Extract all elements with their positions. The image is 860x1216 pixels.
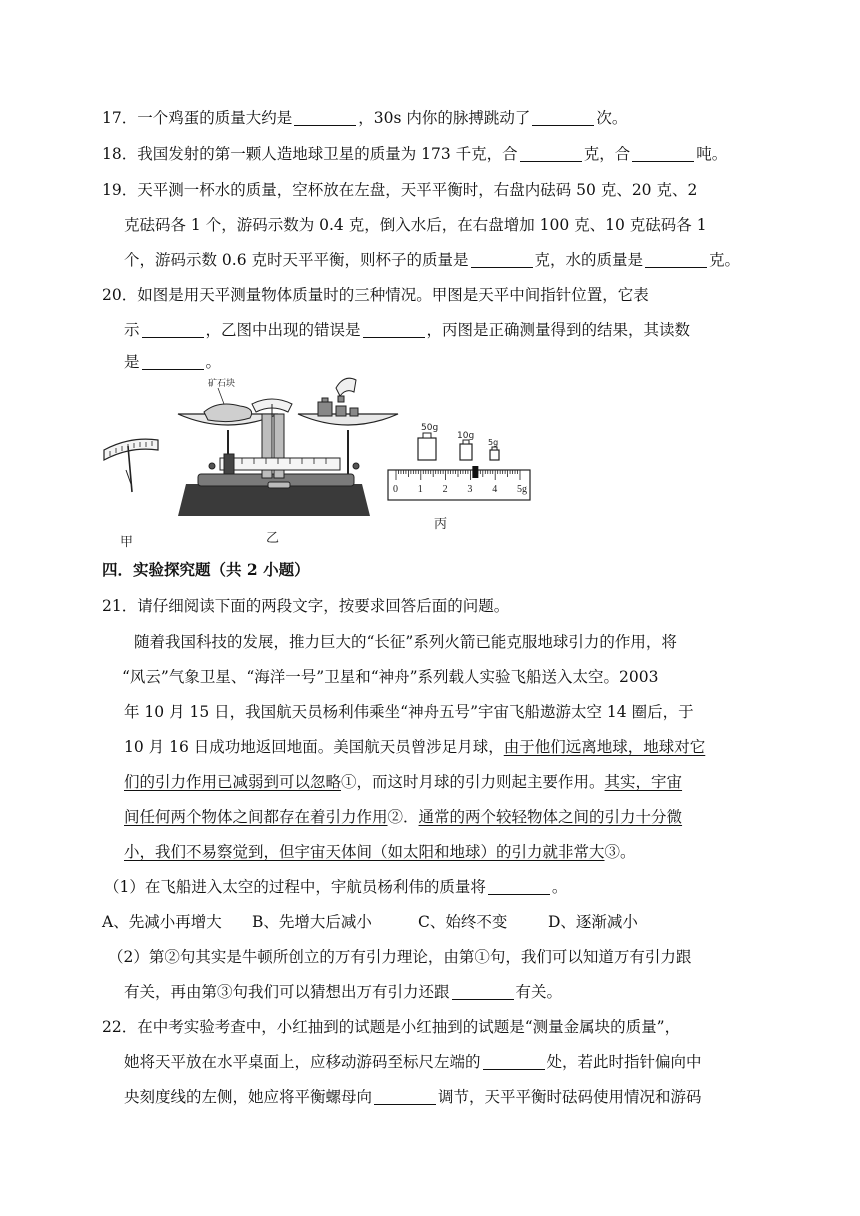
sentence-marker-2: ② — [387, 808, 404, 826]
question-22-line-3 — [124, 1087, 702, 1107]
passage-line-6 — [124, 807, 682, 827]
answer-blank[interactable] — [645, 251, 707, 268]
question-number: 19． — [102, 181, 138, 199]
passage-text: “风云”气象卫星、“海洋一号”卫星和“神舟”系列载人实验飞船送入太空。2003 — [122, 668, 659, 686]
question-text: 央刻度线的左侧，她应将平衡螺母向 — [124, 1088, 373, 1106]
question-17 — [102, 108, 627, 128]
passage-line-3 — [124, 702, 694, 722]
sub-question-1 — [104, 877, 567, 897]
passage-text: ． — [403, 808, 419, 826]
question-text: 克，水的质量是 — [534, 251, 644, 269]
question-22-line-1 — [102, 1017, 680, 1037]
weight-label-5g: 5g — [488, 438, 499, 447]
question-20-line-3 — [124, 352, 221, 372]
answer-blank[interactable] — [520, 145, 582, 162]
question-text: 个，游码示数 0.6 克时天平平衡，则杯子的质量是 — [124, 251, 469, 269]
balance-illustration — [100, 374, 538, 550]
question-text: ，丙图是正确测量得到的结果，其读数 — [426, 321, 691, 339]
underlined-text: 由于他们远离地球，地球对它 — [503, 738, 706, 756]
question-text: 克砝码各 1 个，游码示数为 0.4 克，倒入水后，在右盘增加 100 克、10 克砝码各 1 — [124, 216, 707, 234]
answer-blank[interactable] — [363, 321, 425, 338]
answer-blank[interactable] — [532, 109, 594, 126]
question-text: （2）第②句其实是牛顿所创立的万有引力理论，由第①句，我们可以知道万有引力跟 — [108, 948, 692, 966]
rider — [472, 466, 478, 478]
question-text: 吨。 — [696, 145, 728, 163]
balance-figure — [100, 374, 538, 550]
answer-blank[interactable] — [142, 353, 204, 370]
question-text: 她将天平放在水平桌面上，应移动游码至标尺左端的 — [124, 1053, 481, 1071]
weight-label-10g: 10g — [457, 431, 475, 441]
answer-blank[interactable] — [294, 109, 356, 126]
question-text: 是 — [124, 353, 140, 371]
question-number: 17． — [102, 109, 138, 127]
option-c[interactable]: C、始终不变 — [418, 913, 508, 931]
underlined-text: 们的引力作用已减弱到可以忽略 — [124, 773, 342, 791]
question-text: 。 — [551, 878, 568, 896]
question-text: 请仔细阅读下面的两段文字，按要求回答后面的问题。 — [137, 597, 510, 615]
answer-blank[interactable] — [632, 145, 694, 162]
question-19-line-2 — [124, 215, 707, 235]
question-number: 18． — [102, 145, 138, 163]
underlined-text: 其实，宇宙 — [604, 773, 683, 791]
question-text: ，30s 内你的脉搏跳动了 — [358, 109, 531, 127]
options-row — [102, 912, 638, 932]
question-text: 在中考实验考查中，小红抽到的试题是小红抽到的试题是“测量金属块的质量”， — [137, 1018, 681, 1036]
question-text: 处，若此时指针偏向中 — [546, 1053, 702, 1071]
sub-question-2-line-1 — [108, 947, 691, 967]
question-text: 示 — [124, 321, 140, 339]
question-text: （1）在飞船进入太空的过程中，宇航员杨利伟的质量将 — [104, 878, 486, 896]
answer-blank[interactable] — [483, 1053, 545, 1070]
underlined-text: 小，我们不易察觉到，但宇宙天体间（如太阳和地球）的引力就非常大 — [124, 843, 605, 861]
question-number: 21． — [102, 597, 138, 615]
weight-label-50g: 50g — [421, 423, 439, 433]
question-text: 有关，再由第③句我们可以猜想出万有引力还跟 — [124, 983, 450, 1001]
answer-blank[interactable] — [142, 321, 204, 338]
passage-line-7 — [124, 842, 636, 862]
question-text: 如图是用天平测量物体质量时的三种情况。甲图是天平中间指针位置，它表 — [137, 286, 649, 304]
label-jia: 甲 — [120, 534, 134, 549]
sentence-marker-3: ③ — [604, 843, 621, 861]
question-19-line-1 — [102, 180, 697, 200]
sentence-marker-1: ① — [341, 773, 357, 791]
question-19-line-3 — [124, 250, 740, 270]
passage-line-5 — [124, 772, 682, 792]
question-21-intro — [102, 596, 509, 616]
passage-line-2 — [122, 667, 659, 687]
label-bing: 丙 — [434, 516, 448, 531]
question-text: 次。 — [596, 109, 628, 127]
question-text: 克。 — [709, 251, 741, 269]
ruler-tick-label: 4 — [492, 484, 498, 495]
question-text: 一个鸡蛋的质量大约是 — [137, 109, 293, 127]
question-20-line-1 — [102, 285, 649, 305]
underlined-text: 间任何两个物体之间都存在着引力作用 — [124, 808, 388, 826]
ruler-tick-label: 5g — [517, 484, 527, 495]
question-text: 。 — [205, 353, 222, 371]
question-18 — [102, 144, 727, 164]
section-title: 四．实验探究题（共 2 小题） — [102, 560, 310, 579]
passage-text: 年 10 月 15 日，我国航天员杨利伟乘坐“神舟五号”宇宙飞船遨游太空 14 圈后，于 — [124, 703, 694, 721]
question-text: ，乙图中出现的错误是 — [205, 321, 361, 339]
ruler-tick-label: 1 — [417, 484, 423, 495]
question-20-line-2 — [124, 320, 690, 340]
passage-text: 10 月 16 日成功地返回地面。美国航天员曾涉足月球， — [124, 738, 504, 756]
question-text: 天平测一杯水的质量，空杯放在左盘，天平平衡时，右盘内砝码 50 克、20 克、2 — [137, 181, 698, 199]
label-yi: 乙 — [266, 530, 280, 545]
question-number: 22． — [102, 1018, 138, 1036]
ruler-tick-label: 3 — [467, 484, 473, 495]
option-a[interactable]: A、先减小再增大 — [102, 913, 222, 931]
question-22-line-2 — [124, 1052, 702, 1072]
underlined-text: 通常的两个较轻物体之间的引力十分微 — [418, 808, 683, 826]
question-text: 有关。 — [515, 983, 563, 1001]
question-text: 克，合 — [583, 145, 631, 163]
passage-text: ，而这时月球的引力则起主要作用。 — [356, 773, 605, 791]
answer-blank[interactable] — [488, 878, 550, 895]
ruler-tick-label: 2 — [442, 484, 448, 495]
ruler-tick-label: 0 — [393, 484, 398, 495]
ore-label: 矿石块 — [208, 379, 236, 389]
passage-line-1 — [134, 632, 677, 652]
passage-text: 随着我国科技的发展，推力巨大的“长征”系列火箭已能克服地球引力的作用，将 — [134, 633, 677, 651]
option-b[interactable]: B、先增大后减小 — [252, 913, 372, 931]
passage-text: 。 — [620, 843, 636, 861]
answer-blank[interactable] — [374, 1088, 436, 1105]
question-text: 调节，天平平衡时砝码使用情况和游码 — [438, 1088, 702, 1106]
question-text: 我国发射的第一颗人造地球卫星的质量为 173 千克，合 — [137, 145, 518, 163]
passage-line-4 — [124, 737, 705, 757]
sub-question-2-line-2 — [124, 982, 562, 1002]
answer-blank[interactable] — [452, 983, 514, 1000]
option-d[interactable]: D、逐渐减小 — [548, 913, 638, 931]
question-number: 20． — [102, 286, 138, 304]
answer-blank[interactable] — [471, 251, 533, 268]
section-heading — [102, 560, 310, 580]
